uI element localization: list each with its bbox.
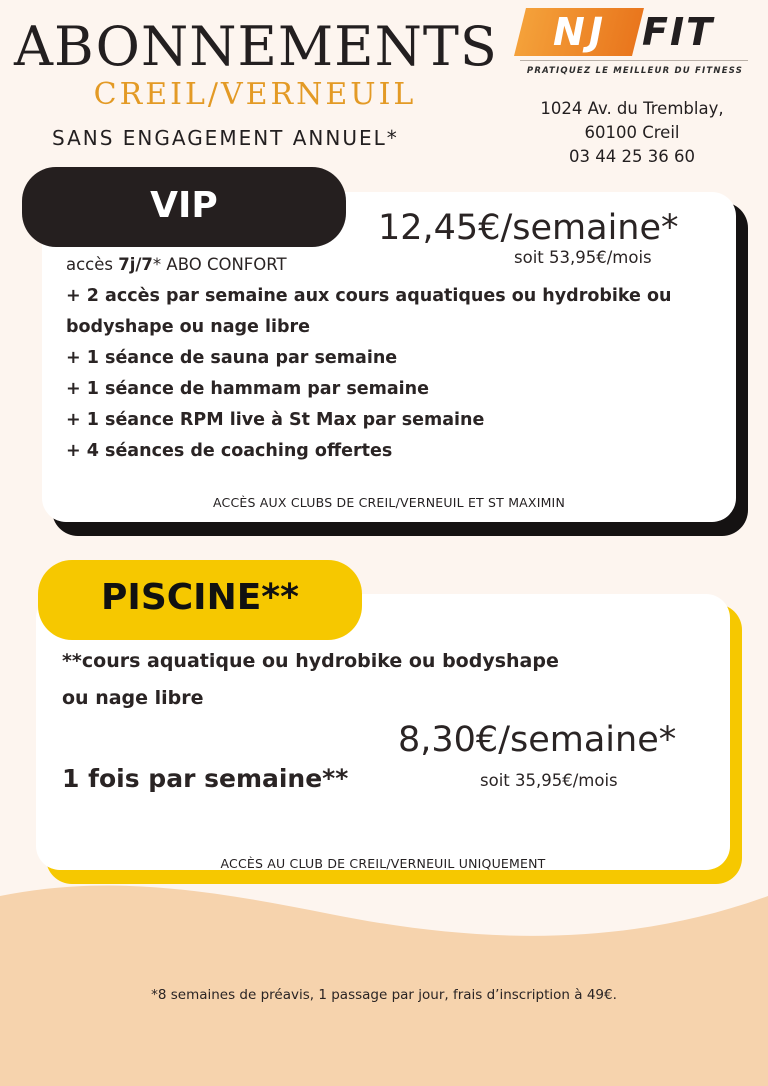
logo-fit-text: FIT <box>642 10 715 54</box>
vip-benefit: + 2 accès par semaine aux cours aquatiques ou hydrobike ou <box>66 286 672 306</box>
address-street: 1024 Av. du Tremblay, <box>540 99 724 118</box>
piscine-label: PISCINE** <box>101 577 299 618</box>
vip-monthly-price: soit 53,95€/mois <box>514 248 652 267</box>
piscine-access-footer: ACCÈS AU CLUB DE CREIL/VERNEUIL UNIQUEMENT <box>220 856 546 871</box>
vip-access-suffix: * ABO CONFORT <box>152 255 287 274</box>
vip-benefit: bodyshape ou nage libre <box>66 317 311 337</box>
vip-benefit: + 1 séance RPM live à St Max par semaine <box>66 410 485 430</box>
phone-number[interactable]: 03 44 25 36 60 <box>569 147 695 166</box>
decorative-wave <box>0 880 768 1086</box>
vip-benefit: + 1 séance de hammam par semaine <box>66 379 429 399</box>
footnote: *8 semaines de préavis, 1 passage par jour, frais d’inscription à 49€. <box>151 987 617 1003</box>
vip-benefit: + 1 séance de sauna par semaine <box>66 348 398 368</box>
logo-slogan: PRATIQUEZ LE MEILLEUR DU FITNESS <box>526 66 744 76</box>
location-subtitle: CREIL/VERNEUIL <box>93 77 417 112</box>
address-city: 60100 Creil <box>584 123 680 142</box>
tagline: SANS ENGAGEMENT ANNUEL* <box>52 126 399 150</box>
vip-access-prefix: accès <box>66 255 119 274</box>
vip-access-days: 7j/7 <box>118 255 153 274</box>
page-title: ABONNEMENTS <box>14 15 498 78</box>
piscine-description: ou nage libre <box>62 687 204 709</box>
vip-label: VIP <box>150 185 218 226</box>
logo-nj-text: NJ <box>553 10 607 54</box>
piscine-weekly-price: 8,30€/semaine* <box>398 720 677 760</box>
piscine-description: **cours aquatique ou hydrobike ou bodyshape <box>62 650 559 672</box>
piscine-frequency: 1 fois par semaine** <box>62 764 349 793</box>
vip-access-line <box>66 255 287 274</box>
nj-fit-logo <box>520 8 750 80</box>
piscine-monthly-price: soit 35,95€/mois <box>480 771 618 790</box>
logo-divider <box>520 60 748 61</box>
vip-access-footer: ACCÈS AUX CLUBS DE CREIL/VERNEUIL ET ST MAXIMIN <box>213 495 565 510</box>
vip-weekly-price: 12,45€/semaine* <box>378 208 679 248</box>
vip-benefit: + 4 séances de coaching offertes <box>66 441 393 461</box>
